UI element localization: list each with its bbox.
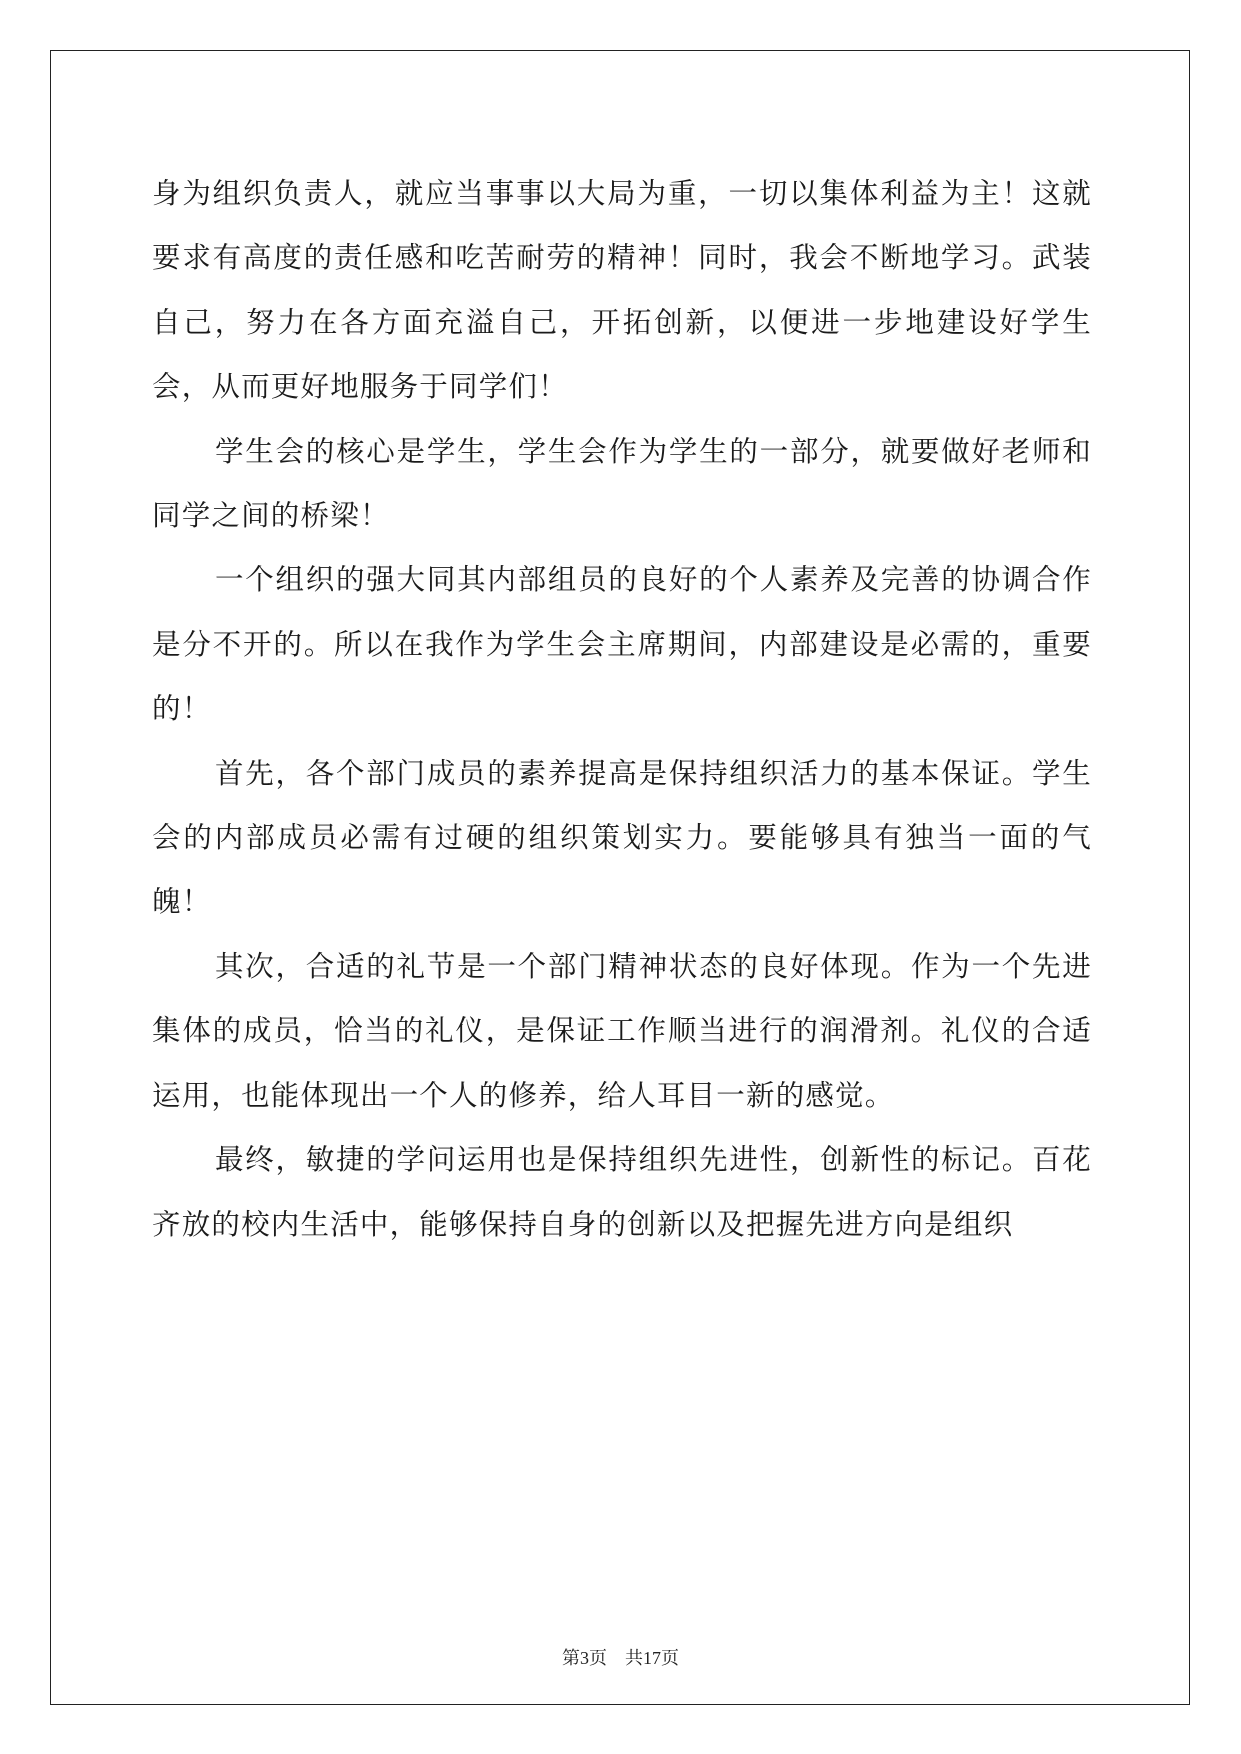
paragraph-3: 一个组织的强大同其内部组员的良好的个人素养及完善的协调合作是分不开的。所以在我作为学生会主席期间，内部建设是必需的，重要的！ <box>152 563 1092 726</box>
page-number-footer: 第3页 共17页 <box>562 1648 679 1668</box>
paragraph-6: 最终，敏捷的学问运用也是保持组织先进性，创新性的标记。百花齐放的校内生活中，能够保持自身的创新以及把握先进方向是组织 <box>152 1143 1092 1241</box>
paragraph-2: 学生会的核心是学生，学生会作为学生的一部分，就要做好老师和同学之间的桥梁！ <box>152 434 1092 533</box>
paragraph-5: 其次，合适的礼节是一个部门精神状态的良好体现。作为一个先进集体的成员，恰当的礼仪，是保证工作顺当进行的润滑剂。礼仪的合适运用，也能体现出一个人的修养，给人耳目一新的感觉。 <box>152 949 1092 1112</box>
paragraph-4: 首先，各个部门成员的素养提高是保持组织活力的基本保证。学生会的内部成员必需有过硬的组织策划实力。要能够具有独当一面的气魄！ <box>152 756 1092 919</box>
document-body <box>152 162 1092 1257</box>
paragraph-1: 身为组织负责人，就应当事事以大局为重，一切以集体利益为主！这就要求有高度的责任感和吃苦耐劳的精神！同时，我会不断地学习。武装自己，努力在各方面充溢自己，开拓创新，以便进一步地建设好学生会，从而更好地服务于同学们！ <box>152 177 1092 404</box>
